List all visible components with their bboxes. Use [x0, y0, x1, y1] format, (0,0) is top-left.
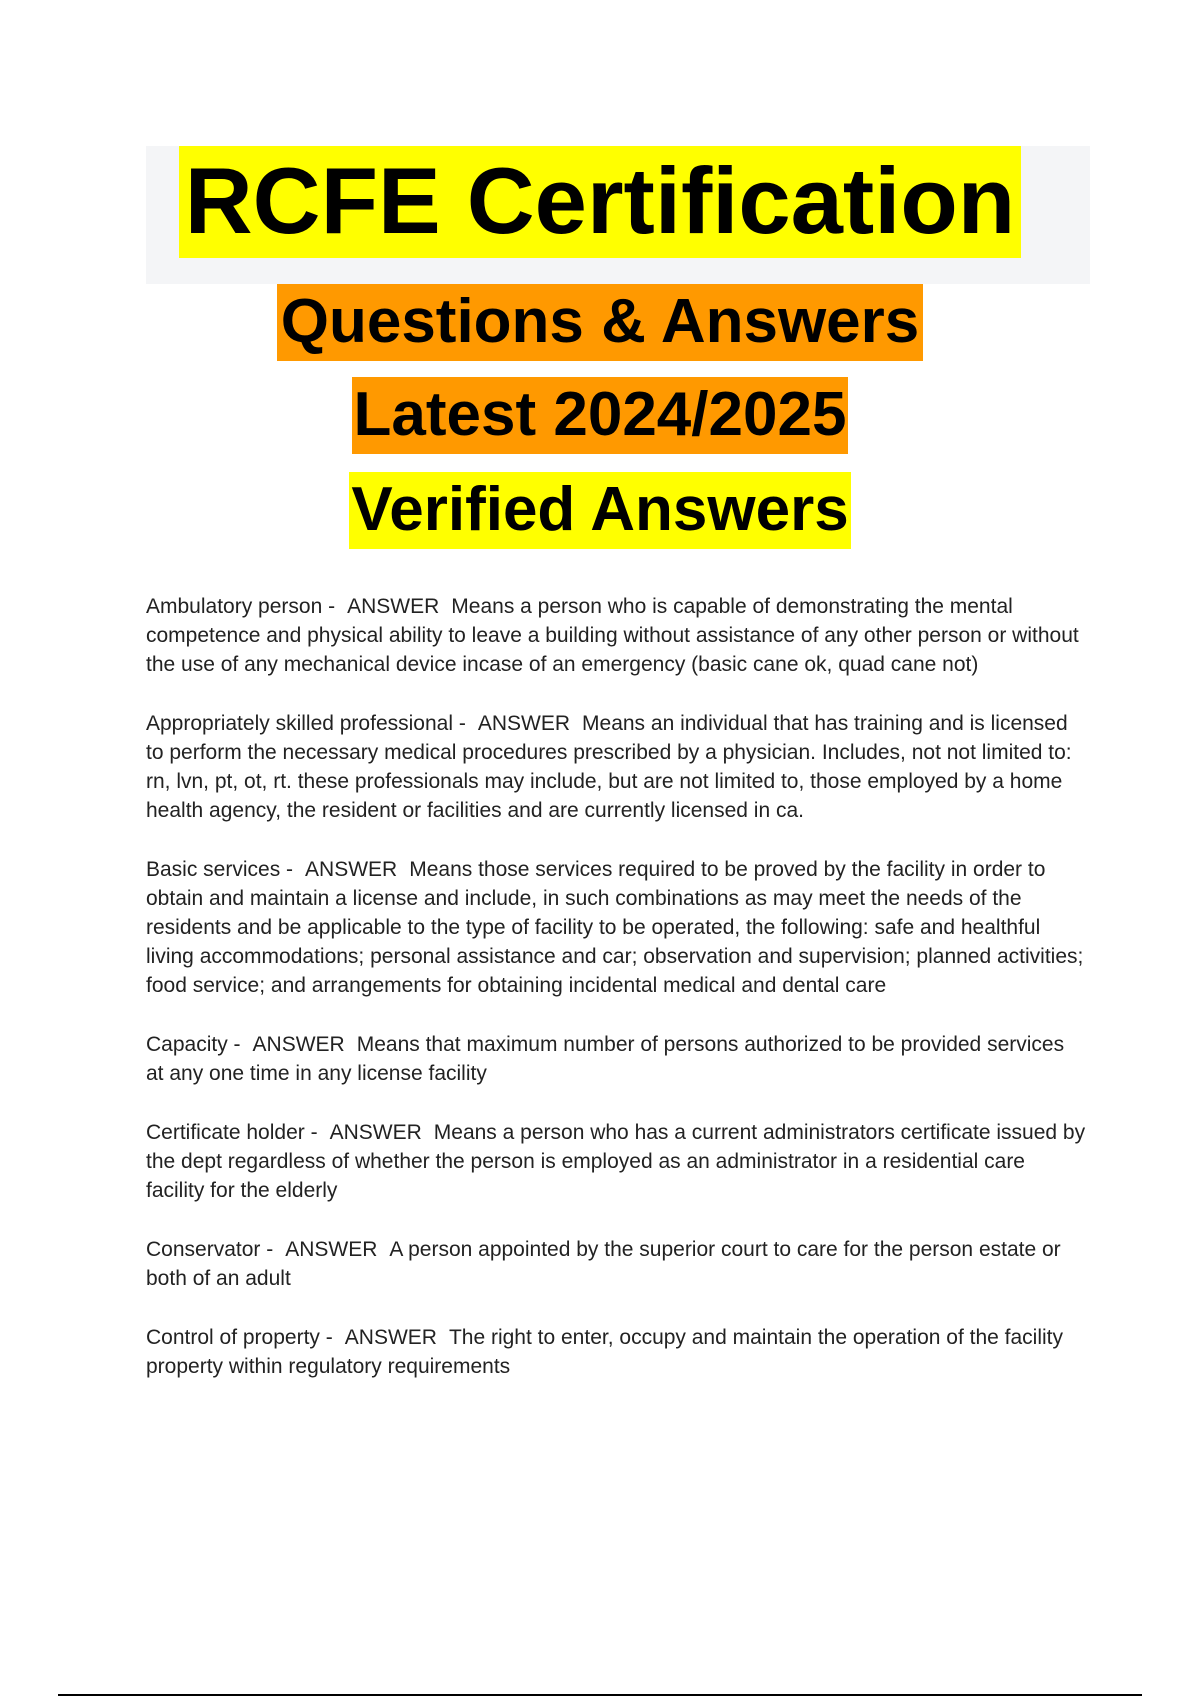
entry-term: Appropriately skilled professional [146, 712, 453, 735]
entry-separator: - [266, 1238, 274, 1261]
title-line-3 [0, 377, 1200, 454]
subtitle-questions-answers: Questions & Answers [277, 284, 924, 361]
entry-separator: - [310, 1121, 318, 1144]
entry-term: Capacity [146, 1033, 228, 1056]
qa-entry [146, 1235, 1086, 1293]
qa-entry [146, 1030, 1086, 1088]
entry-term: Certificate holder [146, 1121, 305, 1144]
answer-label: ANSWER [347, 595, 440, 618]
entry-term: Ambulatory person [146, 595, 323, 618]
entry-term: Control of property [146, 1326, 320, 1349]
answer-label: ANSWER [305, 858, 398, 881]
entry-term: Basic services [146, 858, 281, 881]
qa-entry [146, 592, 1086, 679]
title-line-4 [0, 472, 1200, 549]
answer-label: ANSWER [477, 712, 571, 735]
answer-label: ANSWER [329, 1121, 422, 1144]
entry-separator: - [458, 712, 466, 735]
entry-definition: Means an individual that has training and is licensed to perform the necessary medical procedures prescribed by a physician. Includes, not not limited to: rn, lvn, pt, ot, rt. these professionals may include, but are not limited to, those employed by a home health agency, the resident or facilities and are currently licensed in ca. [146, 712, 1072, 822]
title-line-1 [0, 146, 1200, 258]
title-line-2 [0, 284, 1200, 361]
qa-entry [146, 1323, 1086, 1381]
entry-separator: - [325, 1326, 333, 1349]
entry-definition: Means that maximum number of persons authorized to be provided services at any one time in any license facility [146, 1033, 1065, 1085]
qa-entry [146, 1118, 1086, 1205]
answer-label: ANSWER [344, 1326, 437, 1349]
entry-separator: - [328, 595, 336, 618]
entry-separator: - [286, 858, 294, 881]
entry-definition: Means a person who is capable of demonstrating the mental competence and physical ability to leave a building without assistance of any other person or without the use of any mechanical device incase of an emergency (basic cane ok, quad cane not) [146, 595, 1079, 676]
subtitle-verified: Verified Answers [349, 472, 850, 549]
entry-definition: Means a person who has a current administrators certificate issued by the dept regardless of whether the person is employed as an administrator in a residential care facility for the elderly [146, 1121, 1086, 1202]
entry-separator: - [233, 1033, 241, 1056]
subtitle-latest: Latest 2024/2025 [352, 377, 849, 454]
entry-definition: The right to enter, occupy and maintain the operation of the facility property within regulatory requirements [146, 1326, 1063, 1378]
entry-term: Conservator [146, 1238, 261, 1261]
answer-label: ANSWER [285, 1238, 378, 1261]
qa-entry [146, 855, 1086, 1000]
footer-divider [58, 1694, 1142, 1696]
main-title: RCFE Certification [179, 146, 1021, 258]
entry-definition: Means those services required to be proved by the facility in order to obtain and maintain a license and include, in such combinations as may meet the needs of the residents and be applicable to the type of facility to be operated, the following: safe and healthful living accommodations; personal assistance and car; observation and supervision; planned activities; food service; and arrangements for obtaining incidental medical and dental care [146, 858, 1084, 997]
answer-label: ANSWER [252, 1033, 345, 1056]
qa-list [146, 592, 1086, 1411]
entry-definition: A person appointed by the superior court to care for the person estate or both of an adult [146, 1238, 1061, 1290]
qa-entry [146, 709, 1086, 825]
